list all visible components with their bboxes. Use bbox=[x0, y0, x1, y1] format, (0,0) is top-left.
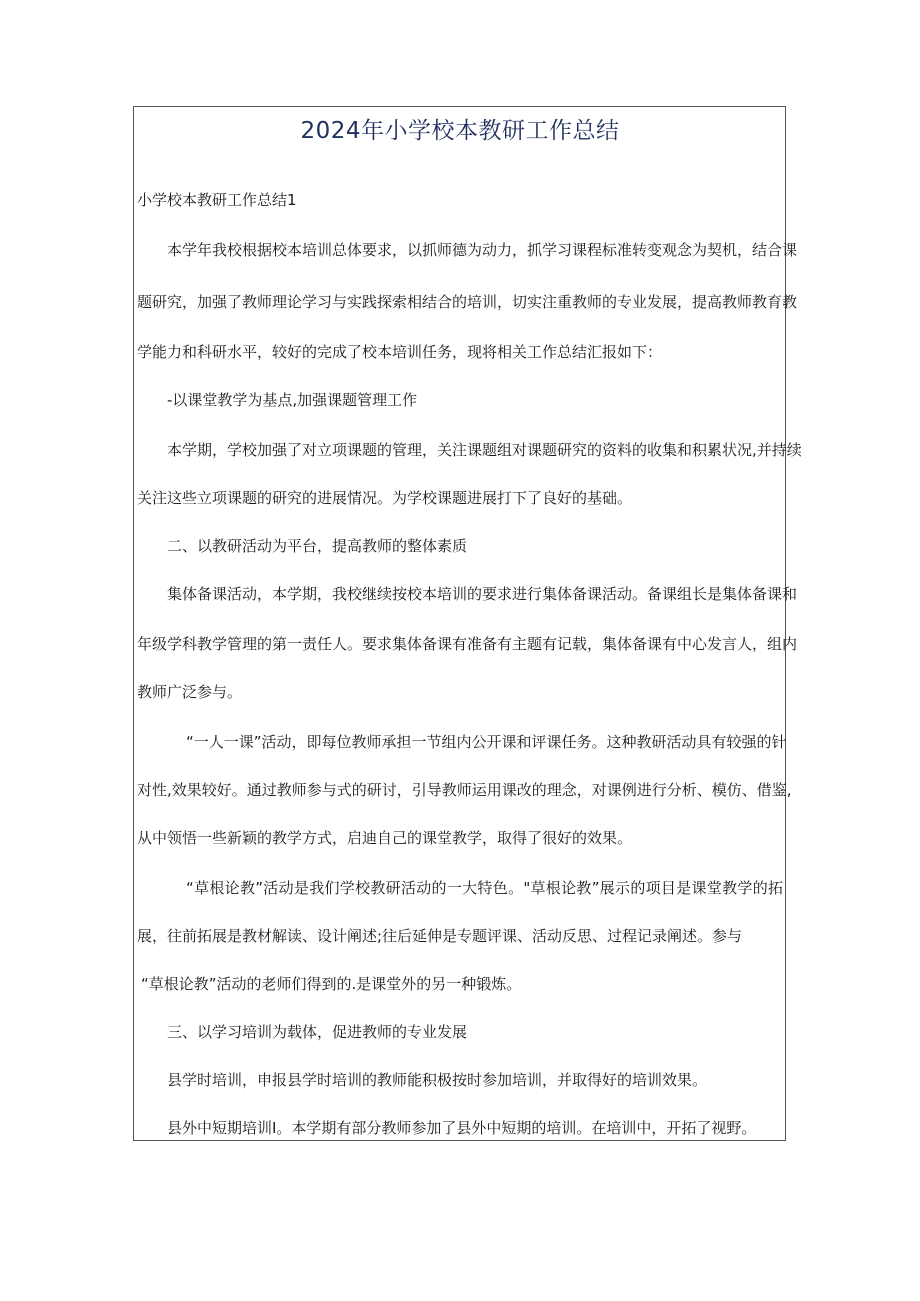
paragraph-line: “草根论教”活动的老师们得到的.是课堂外的另一种锻炼。 bbox=[141, 975, 522, 993]
paragraph-line: “一人一课”活动，即每位教师承担一节组内公开课和评课任务。这种教研活动具有较强的针 bbox=[186, 733, 787, 751]
paragraph-line: 县外中短期培训Ⅰ。本学期有部分教师参加了县外中短期的培训。在培训中，开拓了视野。 bbox=[167, 1119, 757, 1137]
document-title: 2024年小学校本教研工作总结 bbox=[300, 118, 620, 144]
paragraph-line: 年级学科教学管理的第一责任人。要求集体备课有准备有主题有记载，集体备课有中心发言人，组内 bbox=[137, 635, 798, 653]
paragraph-line: 本学年我校根据校本培训总体要求，以抓师德为动力，抓学习课程标准转变观念为契机，结合课 bbox=[167, 241, 798, 259]
paragraph-line: 关注这些立项课题的研究的进展情况。为学校课题进展打下了良好的基础。 bbox=[137, 489, 633, 507]
paragraph-line: 对性,效果较好。通过教师参与式的研讨，引导教师运用课改的理念，对课例进行分析、模仿、借鉴, bbox=[137, 781, 792, 799]
paragraph-line: 从中领悟一些新颖的教学方式，启迪自己的课堂教学，取得了很好的效果。 bbox=[137, 829, 633, 847]
paragraph-line: 学能力和科研水平，较好的完成了校本培训任务，现将相关工作总结汇报如下： bbox=[137, 343, 663, 361]
paragraph-line: “草根论教”活动是我们学校教研活动的一大特色。"草根论教”展示的项目是课堂教学的拓 bbox=[186, 879, 783, 897]
paragraph-line: 本学期，学校加强了对立项课题的管理，关注课题组对课题研究的资料的收集和积累状况,并持续 bbox=[167, 441, 802, 459]
section-heading-1: 小学校本教研工作总结1 bbox=[137, 191, 297, 209]
paragraph-line: 教师广泛参与。 bbox=[137, 683, 243, 701]
subheading-1: -以课堂教学为基点,加强课题管理工作 bbox=[167, 391, 418, 409]
paragraph-line: 展，往前拓展是教材解读、设计阐述;往后延伸是专题评课、活动反思、过程记录阐述。参与 bbox=[137, 927, 743, 945]
subheading-2: 二、以教研活动为平台，提高教师的整体素质 bbox=[167, 537, 468, 555]
subheading-3: 三、以学习培训为载体，促进教师的专业发展 bbox=[167, 1023, 468, 1041]
paragraph-line: 县学时培训，申报县学时培训的教师能积极按时参加培训，并取得好的培训效果。 bbox=[167, 1071, 708, 1089]
paragraph-line: 题研究，加强了教师理论学习与实践探索相结合的培训，切实注重教师的专业发展，提高教师教育教 bbox=[137, 293, 798, 311]
paragraph-line: 集体备课活动，本学期，我校继续按校本培训的要求进行集体备课活动。备课组长是集体备课和 bbox=[167, 585, 798, 603]
